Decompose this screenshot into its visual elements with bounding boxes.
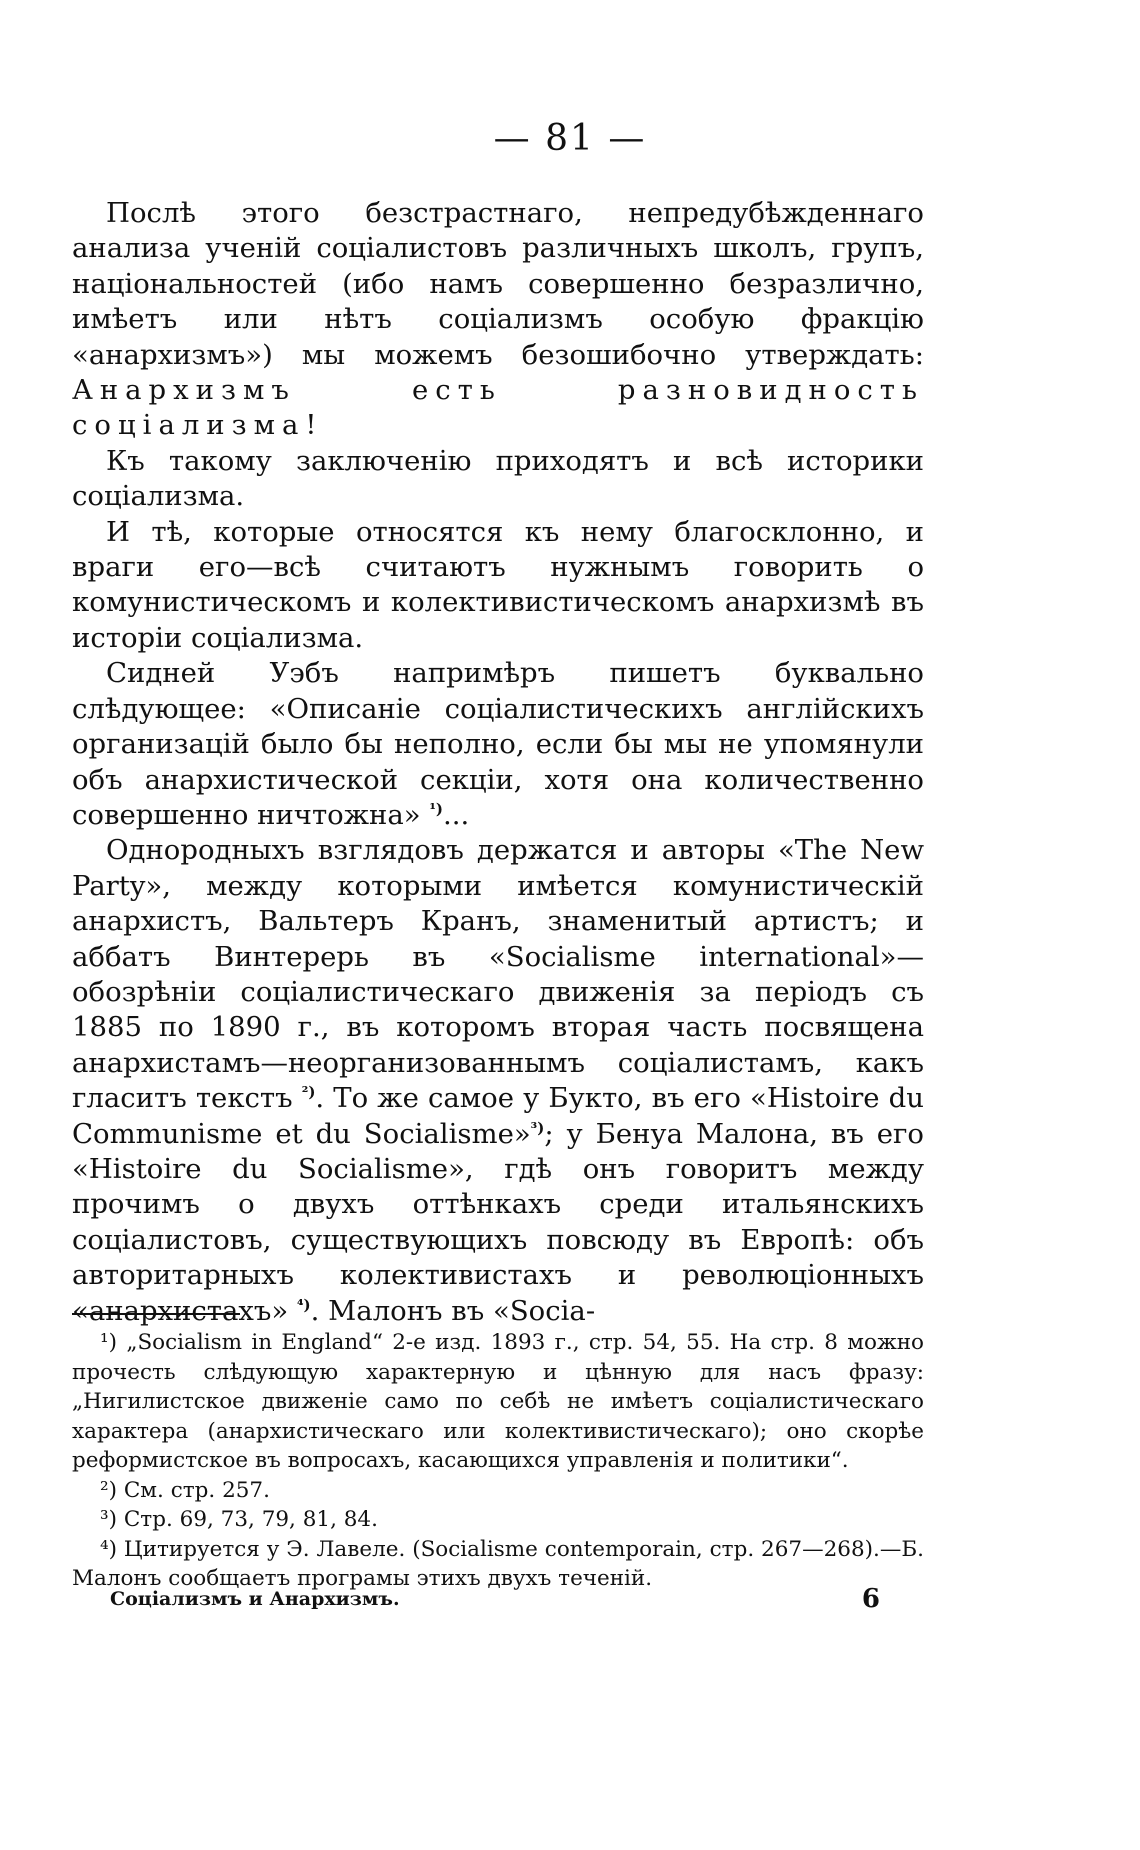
footnote-4: ⁴) Цитируется у Э. Лавеле. (Socialisme contemporain, стр. 267—268).—Б. Малонъ сообщаетъ програмы этихъ двухъ теченій.	[72, 1536, 924, 1591]
paragraph: Къ такому заключенію приходятъ и всѣ историки соціализма.	[72, 444, 924, 513]
footnote-2: ²) См. стр. 257.	[100, 1477, 270, 1503]
footnote-1: ¹) „Socialism in England“ 2-е изд. 1893 г., стр. 54, 55. На стр. 8 можно прочесть слѣдующую характерную и цѣнную для насъ фразу: „Нигилистское движеніе само по себѣ не имѣетъ соціалистическаго характера (анархистическаго или колективистическаго); оно скорѣе реформистское въ вопросахъ, касающихся управленія и политики“.	[72, 1330, 924, 1473]
signature-mark: 6	[861, 1584, 880, 1614]
spaced-thesis: Анархизмъ есть разновидность соціализма!	[72, 374, 924, 442]
paragraph: Сидней Уэбъ напримѣръ пишетъ буквально слѣдующее: «Описаніе соціалистическихъ англійскихъ организацій было бы неполно, если бы мы не упомянули объ анархистической секціи, хотя она количественно совершенно ничтожна» $^{^1)}$...	[72, 657, 924, 831]
footnote-ref-3[interactable]: ³)	[530, 1118, 545, 1137]
page-footer	[110, 1584, 880, 1614]
paragraph: Однородныхъ взглядовъ держатся и авторы «The New Party», между которыми имѣется комунистическій анархистъ, Вальтеръ Кранъ, знаменитый артистъ; и аббатъ Винтерерь въ «Socialisme international»—обозрѣніи соціалистическаго движенія за періодъ съ 1885 по 1890 г., въ которомъ вторая часть посвящена анархистамъ—неорганизованнымъ соціалистамъ, какъ гласитъ текстъ $^{^2)}$. То же самое у Букто, въ его «Histoire du Communisme et du Socialisme»$^{^3)}$; у Бенуа Малона, въ его «Histoire du Socialisme», гдѣ онъ говоритъ между прочимъ о двухъ оттѣнкахъ среди итальянскихъ соціалистовъ, существующихъ повсюду въ Европѣ: объ авторитарныхъ колективистахъ и революціонныхъ «анархистахъ» $^{^4)}$. Малонъ въ «Socia-	[72, 834, 925, 1327]
footnote-divider	[72, 1313, 240, 1315]
paragraph: Послѣ этого безстрастнаго, непредубѣжденнаго анализа ученій соціалистовъ различныхъ школъ, групъ, національностей (ибо намъ совершенно безразлично, имѣетъ или нѣтъ соціализмъ особую фракцію «анархизмъ») мы можемъ безошибочно утверждать: Анархизмъ есть разновидность соціализма!	[72, 197, 924, 442]
footnote-3: ³) Стр. 69, 73, 79, 81, 84.	[100, 1507, 378, 1532]
main-text	[72, 196, 924, 1329]
book-title: Соціализмъ и Анархизмъ.	[110, 1588, 400, 1610]
page-number: — 81 —	[493, 118, 647, 159]
footnote-ref-1[interactable]: ¹)	[429, 799, 443, 818]
footnotes	[72, 1328, 924, 1594]
paragraph: И тѣ, которые относятся къ нему благосклонно, и враги его—всѣ считаютъ нужнымъ говорить о комунистическомъ и колективистическомъ анархизмѣ въ исторіи соціализма.	[72, 515, 924, 654]
footnote-ref-4[interactable]: ⁴)	[296, 1295, 311, 1314]
footnote-ref-2[interactable]: ²)	[301, 1083, 316, 1101]
